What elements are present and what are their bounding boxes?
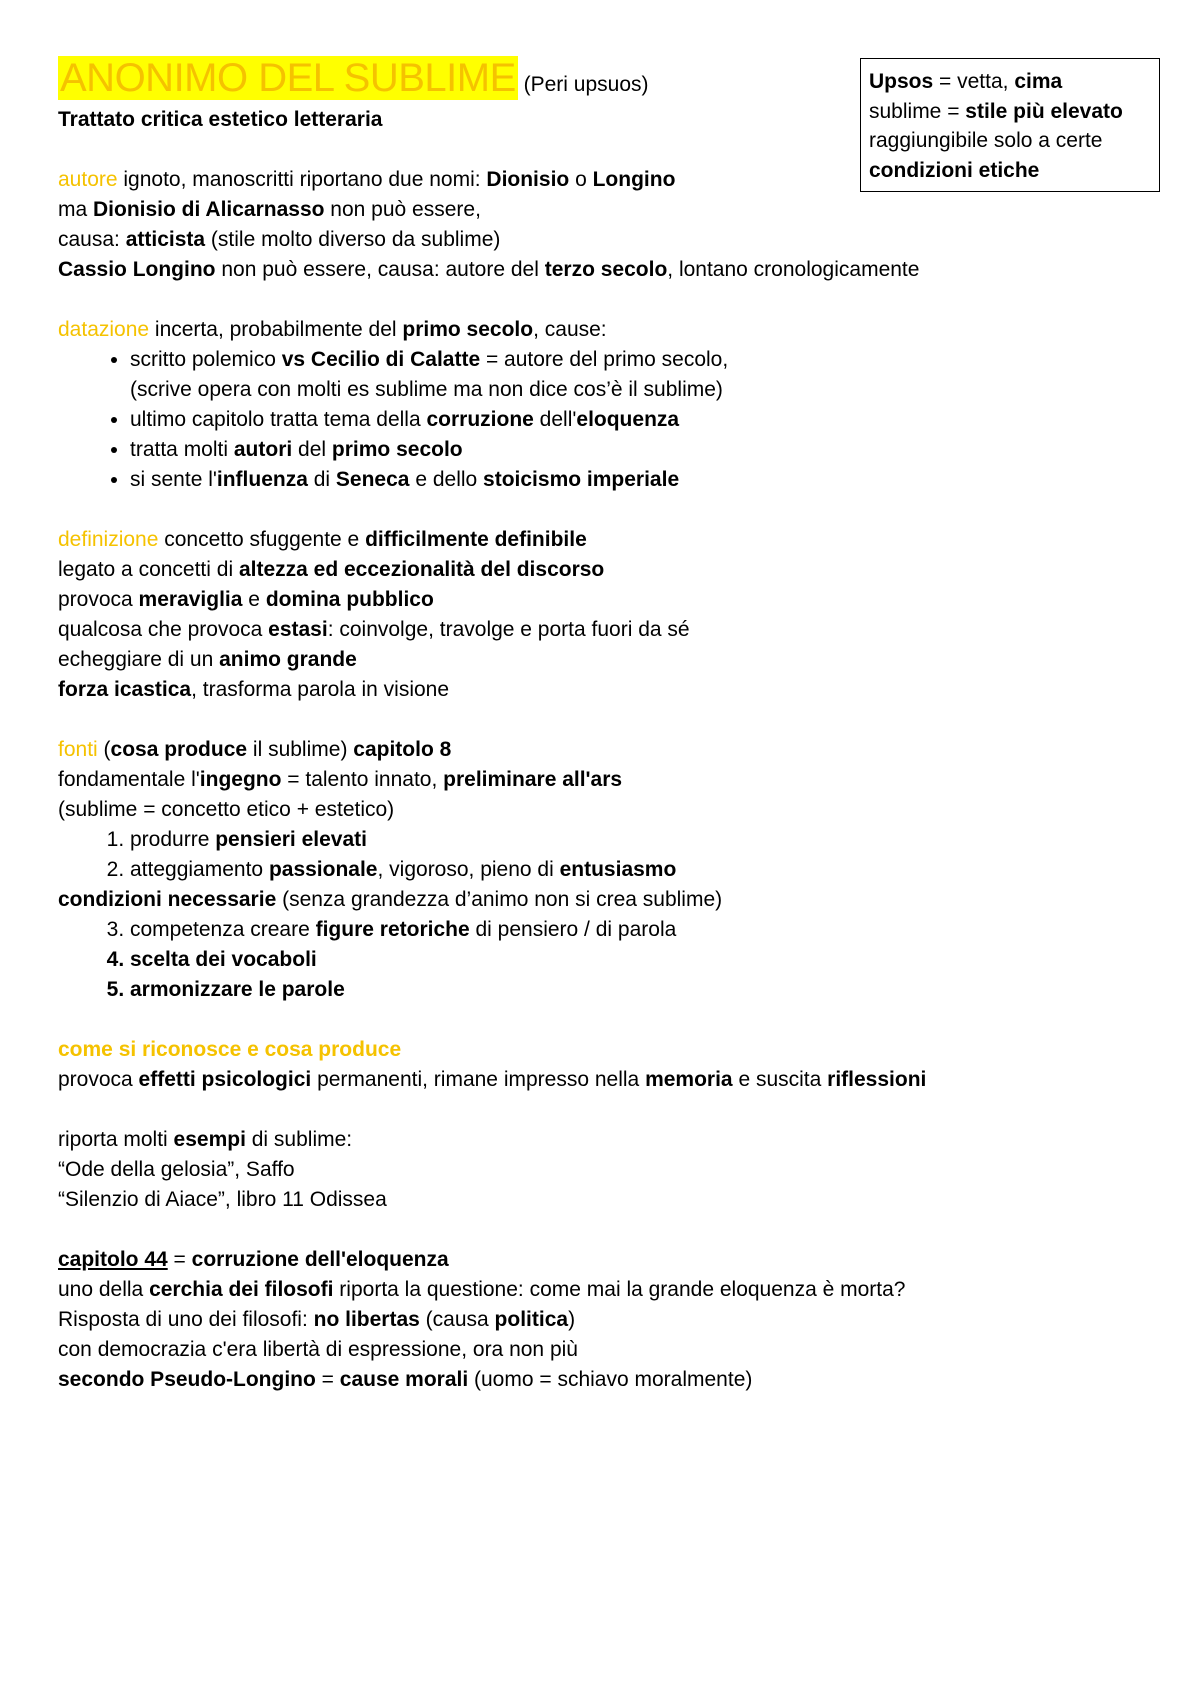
datazione-bullets [58, 345, 1168, 495]
capitolo44-heading: capitolo 44 = corruzione dell'eloquenza [58, 1248, 449, 1271]
title-paren: (Peri upsuos) [523, 73, 649, 96]
keyword-definizione: definizione [58, 528, 159, 551]
esempi-line-3: “Silenzio di Aiace”, libro 11 Odissea [58, 1188, 387, 1211]
definizione-line-2: legato a concetti di altezza ed eccezionalità del discorso [58, 558, 605, 581]
box-line-1: Upsos = vetta, cima [869, 70, 1063, 93]
list-item: • ultimo capitolo tratta tema della corruzione dell'eloquenza [130, 405, 1168, 435]
fonti-list-1 [58, 825, 1168, 885]
definizione-line-3: provoca meraviglia e domina pubblico [58, 588, 434, 611]
box-line-4: condizioni etiche [869, 158, 1040, 182]
list-item: • si sente l'influenza di Seneca e dello stoicismo imperiale [130, 465, 1168, 495]
definizione-line-5: echeggiare di un animo grande [58, 648, 357, 671]
definizione-line-4: qualcosa che provoca estasi: coinvolge, travolge e porta fuori da sé [58, 618, 690, 641]
page-title: ANONIMO DEL SUBLIME [60, 56, 516, 100]
definizione-line-1: definizione concetto sfuggente e difficilmente definibile [58, 528, 587, 551]
datazione-line-1: datazione incerta, probabilmente del primo secolo, cause: [58, 318, 607, 341]
list-item: • tratta molti autori del primo secolo [130, 435, 1168, 465]
fonti-line-1: fonti (cosa produce il sublime) capitolo 8 [58, 738, 452, 761]
fonti-line-2: fondamentale l'ingegno = talento innato, preliminare all'ars [58, 768, 623, 791]
list-item: 5. armonizzare le parole [130, 975, 1168, 1005]
keyword-fonti: fonti [58, 738, 98, 761]
list-item: 4. scelta dei vocaboli [130, 945, 1168, 975]
fonti-line-3: (sublime = concetto etico + estetico) [58, 798, 395, 821]
autore-line-3: causa: atticista (stile molto diverso da sublime) [58, 228, 501, 251]
list-item: • scritto polemico vs Cecilio di Calatte = autore del primo secolo, (scrive opera con molti es sublime ma non dice cos’è il sublime) [130, 345, 1168, 405]
document-body [58, 58, 1168, 1395]
esempi-line-2: “Ode della gelosia”, Saffo [58, 1158, 295, 1181]
autore-line-2: ma Dionisio di Alicarnasso non può essere, [58, 198, 481, 221]
capitolo44-line-1: uno della cerchia dei filosofi riporta la questione: come mai la grande eloquenza è morta? [58, 1278, 906, 1301]
subtitle: Trattato critica estetico letteraria [58, 108, 383, 131]
keyword-autore: autore [58, 168, 118, 191]
fonti-list-2 [58, 915, 1168, 1005]
list-item: 2. atteggiamento passionale, vigoroso, pieno di entusiasmo [130, 855, 1168, 885]
autore-line-1: autore ignoto, manoscritti riportano due nomi: Dionisio o Longino [58, 168, 676, 191]
riconosce-heading: come si riconosce e cosa produce [58, 1038, 402, 1061]
keyword-datazione: datazione [58, 318, 150, 341]
capitolo44-line-3: con democrazia c'era libertà di espressione, ora non più [58, 1338, 578, 1361]
list-item: 1. produrre pensieri elevati [130, 825, 1168, 855]
box-line-2: sublime = stile più elevato [869, 99, 1123, 123]
box-line-3: raggiungibile solo a certe [869, 129, 1103, 152]
esempi-line-1: riporta molti esempi di sublime: [58, 1128, 353, 1151]
title-line [58, 58, 1168, 105]
definizione-line-6: forza icastica, trasforma parola in visione [58, 678, 450, 701]
list-item: 3. competenza creare figure retoriche di pensiero / di parola [130, 915, 1168, 945]
capitolo44-line-2: Risposta di uno dei filosofi: no libertas (causa politica) [58, 1308, 576, 1331]
riconosce-line-1: provoca effetti psicologici permanenti, rimane impresso nella memoria e suscita riflessioni [58, 1068, 927, 1091]
autore-line-4: Cassio Longino non può essere, causa: autore del terzo secolo, lontano cronologicamente [58, 258, 920, 281]
condizioni-line: condizioni necessarie (senza grandezza d’animo non si crea sublime) [58, 888, 723, 911]
capitolo44-line-4: secondo Pseudo-Longino = cause morali (uomo = schiavo moralmente) [58, 1368, 753, 1391]
